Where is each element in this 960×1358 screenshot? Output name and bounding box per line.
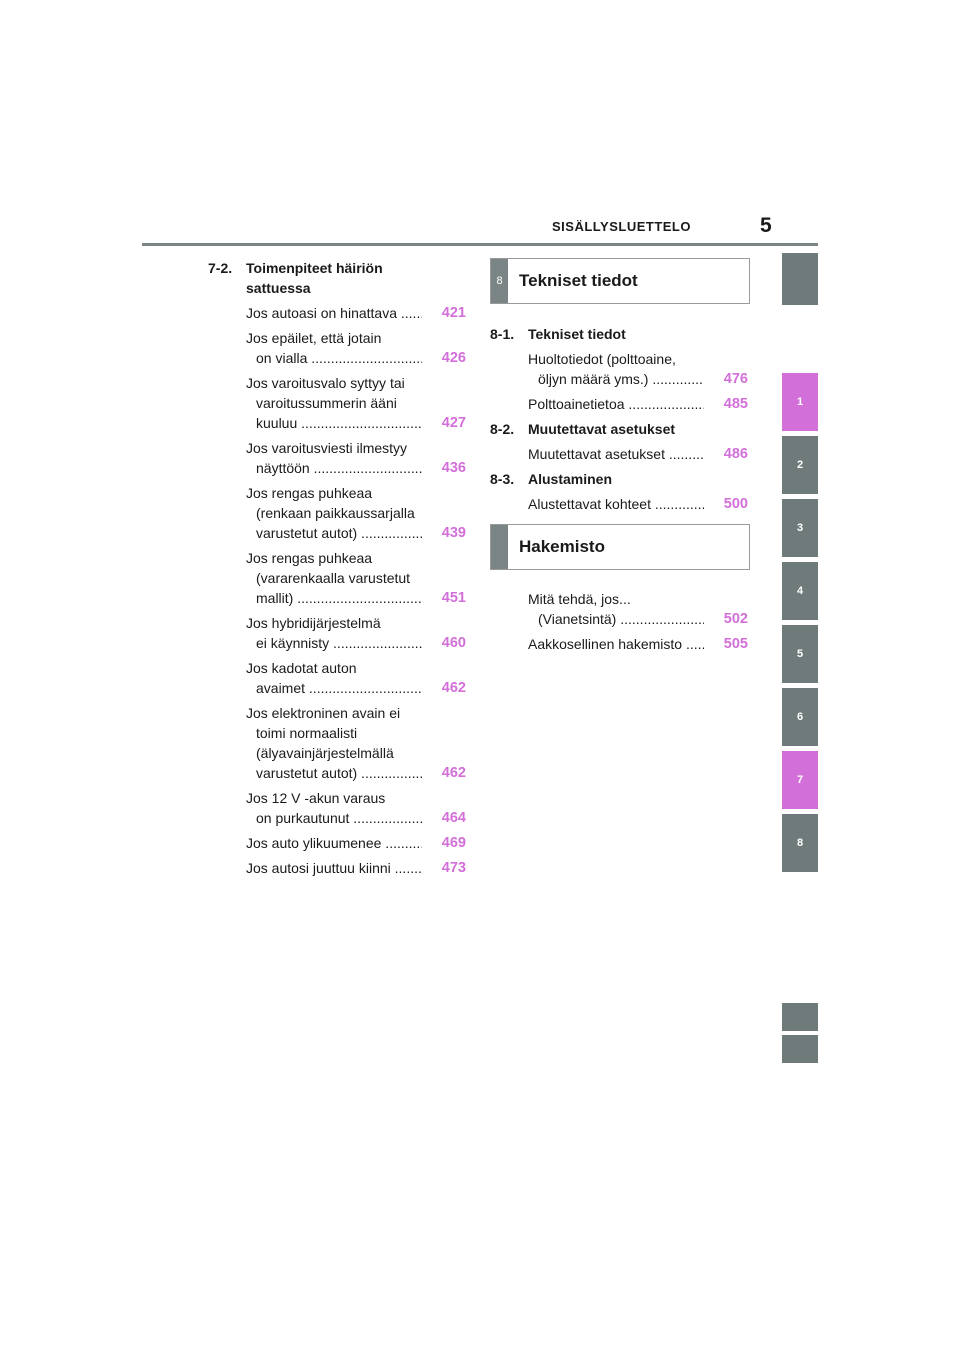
index-heading-box (490, 524, 750, 570)
page-link[interactable]: 485 (723, 396, 748, 412)
chapter-heading-box (490, 258, 750, 304)
page-link[interactable]: 473 (441, 860, 466, 876)
header-rule (142, 243, 818, 246)
toc-entry[interactable]: Jos rengas puhkeaa (vararenkaalla varustetut mallit) ..... 451 (208, 548, 468, 608)
chapter-tab-5[interactable]: 5 (782, 625, 818, 683)
header-title: SISÄLLYSLUETTELO (552, 219, 691, 234)
chapter-title: Tekniset tiedot (519, 271, 638, 290)
toc-entry[interactable]: Polttoainetietoa ..... 485 (490, 394, 750, 414)
index-entries (490, 584, 750, 654)
chapter-tab-2[interactable]: 2 (782, 436, 818, 494)
chapter-number-strip: 8 (491, 259, 508, 303)
section-heading: 8-1. Tekniset tiedot (490, 326, 626, 342)
section-heading: 8-3. Alustaminen (490, 471, 613, 487)
page-link[interactable]: 439 (441, 525, 466, 541)
page-link[interactable]: 502 (723, 611, 748, 627)
toc-entry[interactable]: Jos varoitusvalo syttyy tai varoitussummerin ääni kuuluu ..... 427 (208, 373, 468, 433)
section-heading: 8-2. Muutettavat asetukset (490, 421, 676, 437)
toc-entry[interactable]: Jos elektroninen avain ei toimi normaalisti (älyavainjärjestelmällä varustetut autot) ..... 462 (208, 703, 468, 783)
page-link[interactable]: 462 (441, 765, 466, 781)
toc-entry[interactable]: Jos epäilet, että jotain on vialla ..... 426 (208, 328, 468, 368)
toc-right-column (490, 319, 750, 514)
index-title: Hakemisto (519, 537, 605, 556)
page-link[interactable]: 469 (441, 835, 466, 851)
toc-entry[interactable]: Jos 12 V -akun varaus on purkautunut ..... 464 (208, 788, 468, 828)
toc-entry[interactable]: Mitä tehdä, jos... (Vianetsintä) ..... 502 (490, 589, 750, 629)
page-link[interactable]: 451 (441, 590, 466, 606)
toc-entry[interactable]: Jos autoasi on hinattava ..... 421 (208, 303, 468, 323)
toc-entry[interactable]: Jos rengas puhkeaa (renkaan paikkaussarjalla varustetut autot) ..... 439 (208, 483, 468, 543)
page-link[interactable]: 427 (441, 415, 466, 431)
toc-entry[interactable]: Aakkosellinen hakemisto ..... 505 (490, 634, 750, 654)
page-link[interactable]: 500 (723, 496, 748, 512)
index-tab-1[interactable] (782, 1003, 818, 1031)
toc-entry[interactable]: Huoltotiedot (polttoaine, öljyn määrä yms.) ..... 476 (490, 349, 750, 389)
page-link[interactable]: 421 (441, 305, 466, 321)
chapter-tab-1[interactable]: 1 (782, 373, 818, 431)
index-tab-2[interactable] (782, 1035, 818, 1063)
chapter-tab-7[interactable]: 7 (782, 751, 818, 809)
page-link[interactable]: 460 (441, 635, 466, 651)
index-strip (491, 525, 508, 569)
section-heading: 7-2. Toimenpiteet häiriön sattuessa (208, 260, 383, 296)
toc-entry[interactable]: Alustettavat kohteet ..... 500 (490, 494, 750, 514)
toc-entry[interactable]: Jos autosi juuttuu kiinni ..... 473 (208, 858, 468, 878)
page-link[interactable]: 476 (723, 371, 748, 387)
toc-left-column (208, 253, 468, 878)
toc-entry[interactable]: Muutettavat asetukset ..... 486 (490, 444, 750, 464)
toc-entry[interactable]: Jos varoitusviesti ilmestyy näyttöön ..... 436 (208, 438, 468, 478)
page-number: 5 (760, 214, 772, 237)
toc-entry[interactable]: Jos hybridijärjestelmä ei käynnisty ..... 460 (208, 613, 468, 653)
chapter-tab-4[interactable]: 4 (782, 562, 818, 620)
chapter-tab-blank[interactable] (782, 253, 818, 305)
page-link[interactable]: 464 (441, 810, 466, 826)
page-link[interactable]: 436 (441, 460, 466, 476)
page-link[interactable]: 426 (441, 350, 466, 366)
page-link[interactable]: 486 (723, 446, 748, 462)
page-link[interactable]: 462 (441, 680, 466, 696)
page-link[interactable]: 505 (723, 636, 748, 652)
chapter-tab-6[interactable]: 6 (782, 688, 818, 746)
chapter-tab-8[interactable]: 8 (782, 814, 818, 872)
chapter-tab-3[interactable]: 3 (782, 499, 818, 557)
toc-entry[interactable]: Jos auto ylikuumenee ..... 469 (208, 833, 468, 853)
toc-entry[interactable]: Jos kadotat auton avaimet ..... 462 (208, 658, 468, 698)
